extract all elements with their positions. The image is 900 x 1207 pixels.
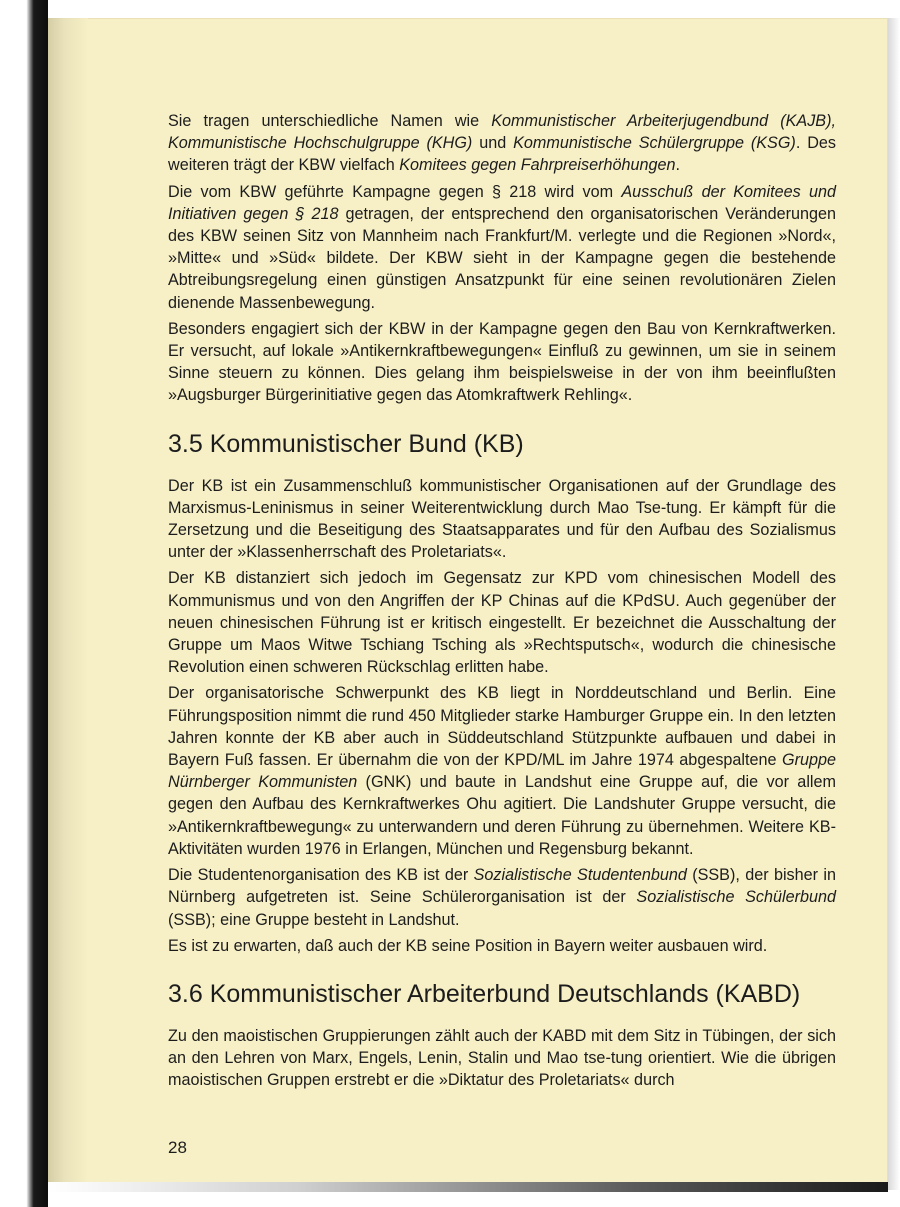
text-run: Die Studentenorganisation des KB ist der (168, 866, 474, 885)
text-run: und (472, 134, 514, 153)
paragraph (168, 1025, 836, 1092)
page-bottom-edge (48, 1182, 888, 1192)
italic-text: Ausschuß der Komitees und Initiativen gegen § 218 (168, 182, 836, 223)
text-run: . Des weiteren trägt der KBW vielfach (168, 134, 836, 175)
text-run: (SSB); eine Gruppe besteht in Landshut. (168, 910, 460, 929)
italic-text: Gruppe Nürnberger Kommunisten (168, 751, 836, 792)
page-number: 28 (168, 1138, 187, 1157)
section-heading: 3.6 Kommunistischer Arbeiterbund Deutschlands (KABD) (168, 979, 801, 1008)
text-run: Der KB distanziert sich jedoch im Gegensatz zur KPD vom chinesischen Modell des Kommunismus und von den Angriffen der KP Chinas auf die KPdSU. Auch gegenüber der neuen chinesischen Führung ist er kritisch eingestellt. Er bezeichnet die Ausschaltung der Gruppe um Maos Witwe Tschiang Tsching als »Rechtsputsch«, wodurch die chinesische Revolution einen schweren Rückschlag erlitten habe. (168, 569, 836, 677)
paragraph (168, 181, 836, 314)
scan-shadow-left (0, 0, 48, 1207)
paragraph (168, 682, 836, 860)
text-run: Es ist zu erwarten, daß auch der KB seine Position in Bayern weiter ausbauen wird. (168, 936, 768, 955)
text-run: Der organisatorische Schwerpunkt des KB liegt in Norddeutschland und Berlin. Eine Führungsposition nimmt die rund 450 Mitglieder starke Hamburger Gruppe ein. In den letzten Jahren konnte der KB aber auch in Süddeutschland Stützpunkte aufbauen und dabei in Bayern Fuß fassen. Er übernahm die von der KPD/ML im Jahre 1974 abgespaltene (168, 684, 836, 770)
italic-text: Kommunistischer Arbeiterjugendbund (KAJB), Kommunistische Hochschulgruppe (KHG) (168, 112, 836, 153)
text-run: . (675, 156, 680, 175)
section-heading: 3.5 Kommunistischer Bund (KB) (168, 429, 524, 458)
italic-text: Komitees gegen Fahrpreiserhöhungen (399, 156, 676, 175)
paragraph (168, 475, 836, 564)
text-run: getragen, der entsprechend den organisatorischen Veränderungen des KBW seinen Sitz von Mannheim nach Frankfurt/M. verlegte und die Regionen »Nord«, »Mitte« und »Süd« bildete. Der KBW sieht in der Kampagne gegen die bestehende Abtreibungsregelung einen günstigen Ansatzpunkt für eine seinen revolutionären Zielen dienende Massenbewegung. (168, 204, 836, 312)
page-right-edge (888, 18, 900, 1190)
text-run: (SSB), der bisher in Nürnberg aufgetreten ist. Seine Schülerorganisation ist der (168, 866, 836, 907)
paragraph (168, 318, 836, 407)
italic-text: Sozialistische Studentenbund (473, 866, 687, 885)
paragraph (168, 864, 836, 931)
paragraph (168, 935, 836, 957)
text-run: Zu den maoistischen Gruppierungen zählt auch der KABD mit dem Sitz in Tübingen, der sich an den Lehren von Marx, Engels, Lenin, Stalin und Mao tse-tung orientiert. Wie die übrigen maoistischen Gruppen erstrebt er die »Diktatur des Proletariats« durch (168, 1026, 836, 1090)
paragraph (168, 567, 836, 678)
italic-text: Kommunistische Schülergruppe (KSG) (513, 134, 796, 153)
text-run: (GNK) und baute in Landshut eine Gruppe auf, die vor allem gegen den Aufbau des Kernkraftwerkes Ohu agitiert. Die Landshuter Gruppe versucht, die »Antikernkraftbewegung« zu unterwandern und deren Führung zu übernehmen. Weitere KB-Aktivitäten wurden 1976 in Erlangen, München und Regensburg bekannt. (168, 773, 836, 858)
text-run: Der KB ist ein Zusammenschluß kommunistischer Organisationen auf der Grundlage des Marxismus-Leninismus in seiner Weiterentwicklung durch Mao Tse-tung. Er kämpft für die Zersetzung und die Beseitigung des Staatsapparates und für den Aufbau des Sozialismus unter der »Klassenherrschaft des Proletariats«. (168, 476, 836, 562)
text-run: Die vom KBW geführte Kampagne gegen § 218 wird vom (168, 182, 622, 201)
italic-text: Sozialistische Schülerbund (636, 888, 836, 907)
paragraph (168, 110, 836, 177)
text-run: Sie tragen unterschiedliche Namen wie (168, 112, 492, 130)
text-run: Besonders engagiert sich der KBW in der Kampagne gegen den Bau von Kernkraftwerken. Er versucht, auf lokale »Antikernkraftbewegungen« Einfluß zu gewinnen, um sie in seinem Sinne steuern zu können. Dies gelang ihm beispielsweise in der von ihm beeinflußten »Augsburger Bürgerinitiative gegen das Atomkraftwerk Rehling«. (168, 319, 836, 405)
page-binding-edge (48, 18, 88, 1190)
page-content (168, 110, 836, 1096)
